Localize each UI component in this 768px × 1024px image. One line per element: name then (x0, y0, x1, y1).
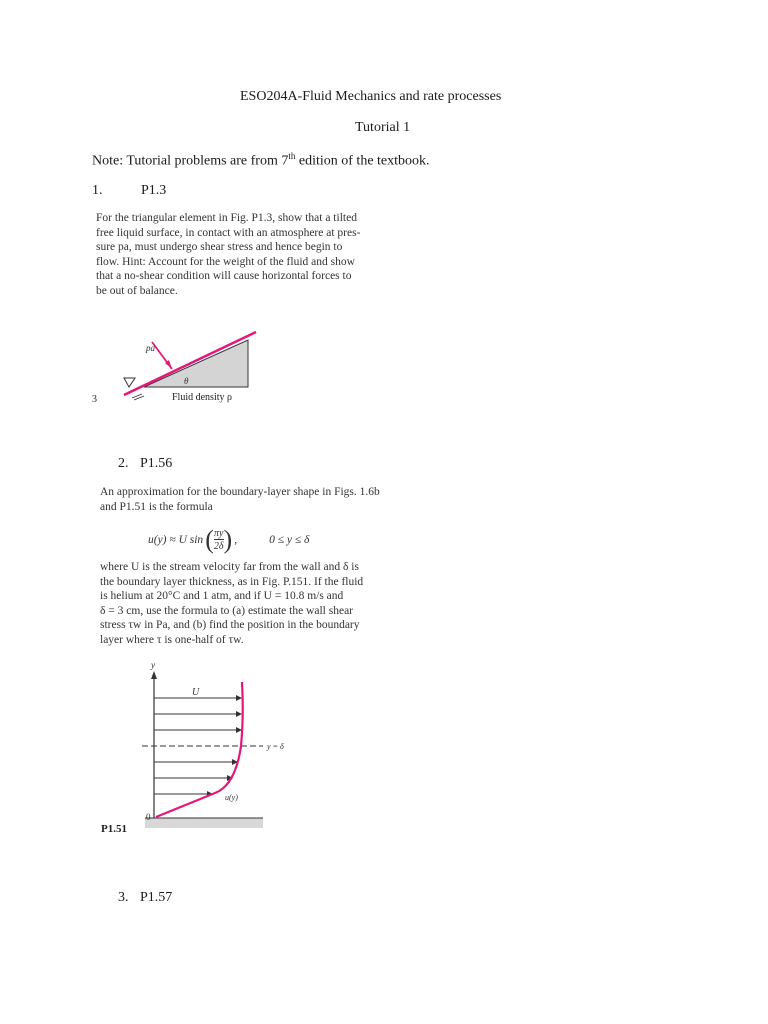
wall-surface (145, 818, 263, 828)
text-line: sure pa, must undergo shear stress and hence begin to (96, 241, 343, 254)
y-axis-label: y (151, 660, 155, 670)
text-line: the boundary layer thickness, as in Fig. P.151. If the fluid (100, 575, 364, 588)
pressure-label: pa (146, 343, 155, 353)
formula-range: 0 ≤ y ≤ δ (269, 534, 310, 546)
u-profile-label: u(y) (225, 793, 238, 802)
formula: u(y) ≈ U sin ( $\frac{\pi y}{2\delta}$ ) , 0 ≤ y ≤ δ (148, 525, 310, 554)
angle-label: θ (184, 376, 189, 386)
fraction-denominator: 2δ (213, 541, 224, 552)
U-label: U (192, 687, 200, 698)
fraction (214, 528, 224, 552)
fluid-wedge (144, 340, 248, 387)
fraction-numerator: πy (213, 528, 224, 539)
text-line: flow. Hint: Account for the weight of the fluid and show (96, 255, 355, 268)
formula-left: u(y) ≈ U sin (148, 534, 204, 546)
origin-label: 0 (146, 812, 151, 822)
y-axis-arrowhead (151, 671, 157, 679)
item-number-3: 3. (118, 890, 129, 905)
paren-right: ) (223, 525, 233, 554)
density-label: Fluid density ρ (172, 392, 232, 403)
paren-left: ( (205, 525, 214, 554)
figure-caption: P1.51 (101, 823, 127, 835)
text-line: that a no-shear condition will cause horizontal forces to (96, 270, 352, 283)
velocity-arrowhead (236, 711, 242, 717)
document-title: ESO204A-Fluid Mechanics and rate processes (240, 89, 502, 104)
figure-p1-3 (80, 320, 280, 415)
figure-p1-51 (95, 655, 284, 835)
item-label-2: P1.56 (140, 456, 173, 471)
stray-mark: 3 (92, 394, 97, 405)
text-line: stress τw in Pa, and (b) find the position in the boundary (100, 619, 360, 632)
problem-p1-56-body (100, 560, 400, 648)
text-line: free liquid surface, in contact with an atmosphere at pres- (96, 226, 361, 239)
text-line: For the triangular element in Fig. P1.3, show that a tilted (96, 212, 357, 224)
surface-triangle-icon (124, 378, 135, 387)
problem-p1-3-text (96, 211, 396, 299)
item-label-1: P1.3 (141, 183, 167, 198)
text-line: where U is the stream velocity far from the wall and δ is (100, 561, 359, 573)
tutorial-subtitle: Tutorial 1 (355, 120, 411, 135)
text-line: be out of balance. (96, 284, 178, 297)
problem-p1-56-intro: An approximation for the boundary-layer shape in Figs. 1.6b and P1.51 is the formula (100, 486, 380, 513)
item-label-3: P1.57 (140, 890, 173, 905)
delta-label: y = δ (267, 742, 284, 751)
item-number-2: 2. (118, 456, 129, 471)
item-number-1: 1. (92, 183, 103, 198)
note-line: Note: Tutorial problems are from 7th edition of the textbook. (92, 151, 430, 169)
text-line: layer where τ is one-half of τw. (100, 633, 244, 646)
text-line: δ = 3 cm, use the formula to (a) estimate the wall shear (100, 604, 353, 617)
text-line: is helium at 20°C and 1 atm, and if U = 10.8 m/s and (100, 590, 344, 603)
velocity-arrowhead (236, 695, 242, 701)
